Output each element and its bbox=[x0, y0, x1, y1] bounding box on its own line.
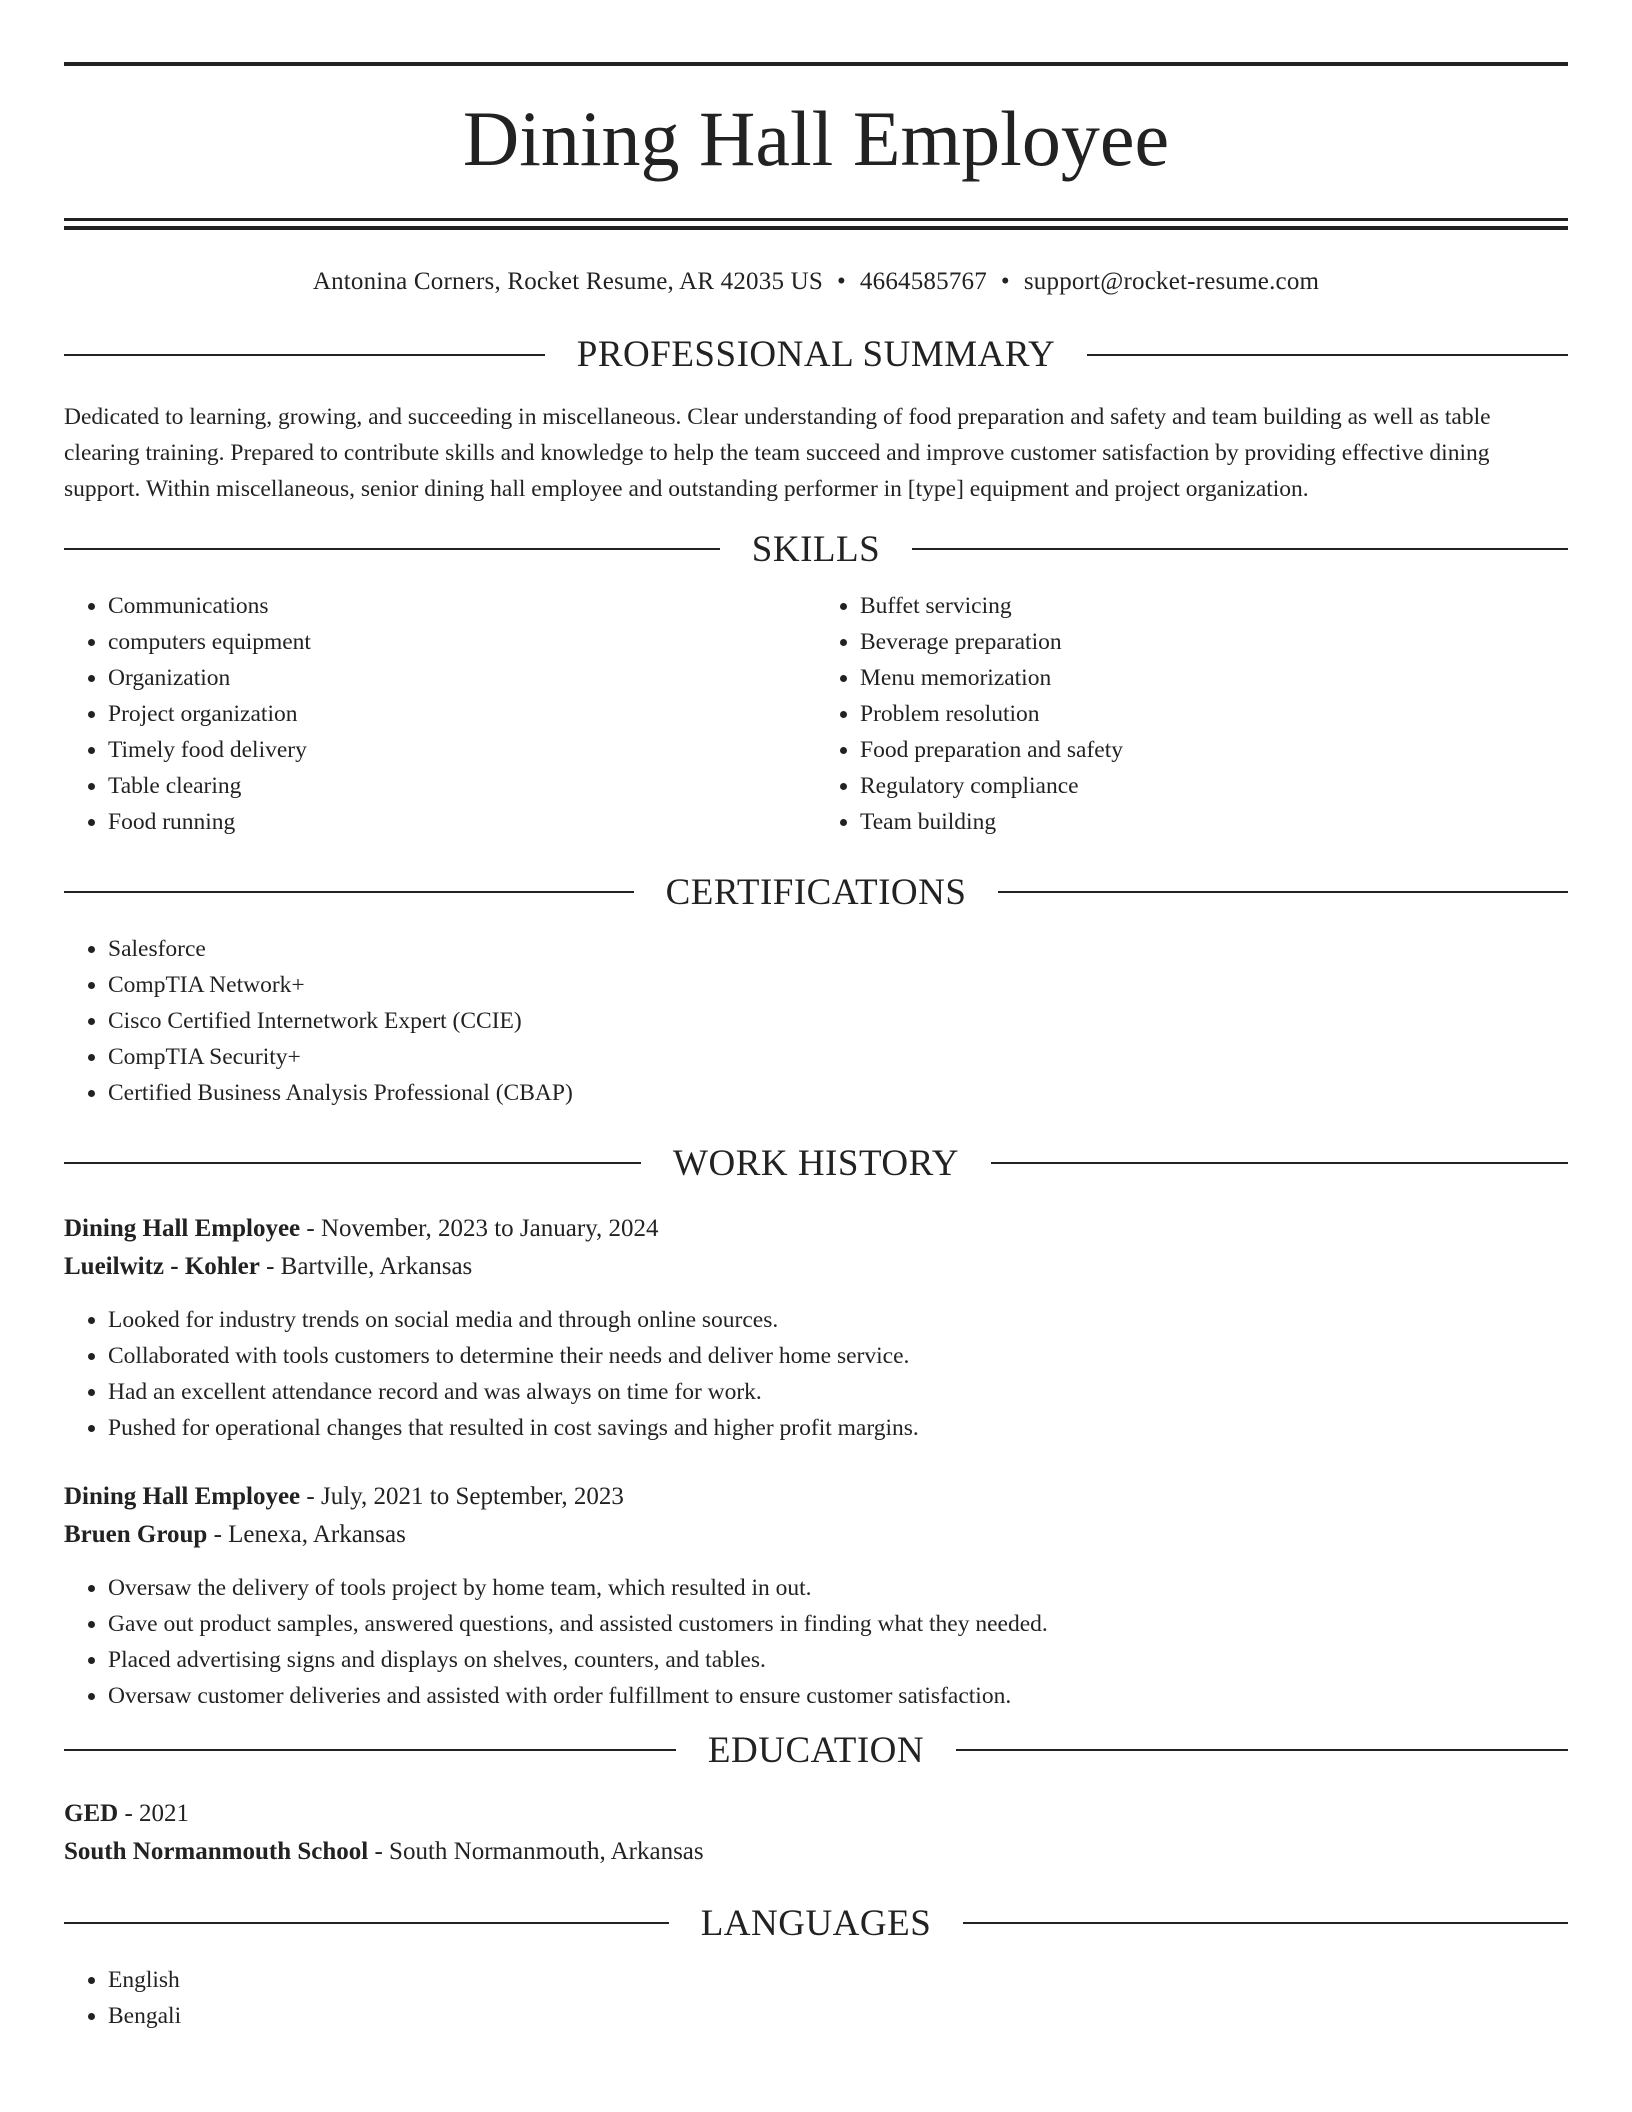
section-title: SKILLS bbox=[751, 528, 881, 570]
heading-rule bbox=[956, 1749, 1568, 1751]
education-entry bbox=[64, 1795, 1568, 1871]
job-dates: - July, 2021 to September, 2023 bbox=[300, 1482, 624, 1510]
resume-title: Dining Hall Employee bbox=[462, 95, 1170, 182]
list-item: • Problem resolution bbox=[860, 696, 1568, 732]
section-title: WORK HISTORY bbox=[673, 1142, 959, 1184]
job-title: Dining Hall Employee bbox=[64, 1482, 301, 1510]
heading-rule bbox=[1087, 354, 1568, 356]
job-bullets bbox=[64, 1570, 1568, 1714]
resume-page bbox=[64, 0, 1568, 2034]
job-company-line bbox=[64, 1516, 1568, 1554]
contact-phone: 4664585767 bbox=[859, 268, 987, 295]
list-item: • Certified Business Analysis Professional (CBAP) bbox=[108, 1075, 1568, 1111]
title-double-rule bbox=[64, 218, 1568, 230]
list-item: • Collaborated with tools customers to determine their needs and deliver home service. bbox=[108, 1338, 1568, 1374]
section-heading-work-history bbox=[64, 1142, 1568, 1184]
list-item: • Organization bbox=[108, 660, 816, 696]
heading-rule bbox=[64, 1162, 641, 1164]
section-heading-summary bbox=[64, 336, 1568, 373]
section-heading-languages bbox=[64, 1902, 1568, 1944]
education-year: - 2021 bbox=[118, 1799, 190, 1827]
heading-rule bbox=[998, 891, 1568, 893]
list-item: • Buffet servicing bbox=[860, 588, 1568, 624]
list-item: • Food preparation and safety bbox=[860, 732, 1568, 768]
contact-line bbox=[64, 268, 1568, 296]
heading-rule bbox=[64, 354, 545, 356]
list-item: • Beverage preparation bbox=[860, 624, 1568, 660]
job-location: - Lenexa, Arkansas bbox=[207, 1520, 406, 1548]
list-item: • Table clearing bbox=[108, 768, 816, 804]
list-item: • Gave out product samples, answered questions, and assisted customers in finding what they needed. bbox=[108, 1606, 1568, 1642]
list-item: • Cisco Certified Internetwork Expert (CCIE) bbox=[108, 1003, 1568, 1039]
list-item: • Pushed for operational changes that resulted in cost savings and higher profit margins. bbox=[108, 1410, 1568, 1446]
education-degree-line bbox=[64, 1795, 1568, 1833]
section-title: EDUCATION bbox=[707, 1729, 925, 1771]
section-title: PROFESSIONAL SUMMARY bbox=[576, 334, 1056, 375]
list-item: • Looked for industry trends on social media and through online sources. bbox=[108, 1302, 1568, 1338]
section-title: LANGUAGES bbox=[700, 1902, 932, 1944]
languages-list bbox=[64, 1962, 1568, 2034]
job-title: Dining Hall Employee bbox=[64, 1214, 301, 1242]
education-school-line bbox=[64, 1833, 1568, 1871]
list-item: • Project organization bbox=[108, 696, 816, 732]
job-company: Bruen Group bbox=[64, 1520, 208, 1548]
heading-rule bbox=[64, 891, 634, 893]
skills-list-right bbox=[816, 588, 1568, 840]
education-school: South Normanmouth School bbox=[64, 1837, 369, 1865]
top-rule bbox=[64, 62, 1568, 66]
education-location: - South Normanmouth, Arkansas bbox=[368, 1837, 704, 1865]
skills-grid bbox=[64, 568, 1568, 840]
list-item: • CompTIA Security+ bbox=[108, 1039, 1568, 1075]
summary-text: Dedicated to learning, growing, and succeeding in miscellaneous. Clear understanding of food preparation and safety and team building as well as table clearing training. Prepared to contribute skills and knowledge to help the team succeed and improve customer satisfaction by providing effective dining support. Within miscellaneous, senior dining hall employee and outstanding performer in [type] equipment and project organization. bbox=[64, 404, 1491, 502]
list-item: • Oversaw the delivery of tools project by home team, which resulted in out. bbox=[108, 1570, 1568, 1606]
section-heading-education bbox=[64, 1729, 1568, 1771]
contact-address: Antonina Corners, Rocket Resume, AR 42035 US bbox=[312, 268, 823, 295]
heading-rule bbox=[991, 1162, 1568, 1164]
heading-rule bbox=[64, 548, 720, 550]
list-item: • computers equipment bbox=[108, 624, 816, 660]
skills-list-left bbox=[64, 588, 816, 840]
list-item: • Bengali bbox=[108, 1998, 1568, 2034]
list-item: • Had an excellent attendance record and was always on time for work. bbox=[108, 1374, 1568, 1410]
section-heading-certifications bbox=[64, 871, 1568, 913]
heading-rule bbox=[912, 548, 1568, 550]
heading-rule bbox=[64, 1749, 676, 1751]
job-bullets bbox=[64, 1302, 1568, 1446]
list-item: • Salesforce bbox=[108, 931, 1568, 967]
list-item: • Oversaw customer deliveries and assisted with order fulfillment to ensure customer satisfaction. bbox=[108, 1678, 1568, 1714]
job-company-line bbox=[64, 1248, 1568, 1286]
heading-rule bbox=[64, 1922, 669, 1924]
list-item: • Team building bbox=[860, 804, 1568, 840]
contact-email: support@rocket-resume.com bbox=[1023, 268, 1320, 295]
job-title-line bbox=[64, 1478, 1568, 1516]
section-title: CERTIFICATIONS bbox=[665, 871, 967, 913]
list-item: • Food running bbox=[108, 804, 816, 840]
contact-separator: • bbox=[836, 268, 846, 295]
job-company: Lueilwitz - Kohler bbox=[64, 1252, 260, 1280]
job-location: - Bartville, Arkansas bbox=[259, 1252, 473, 1280]
list-item: • English bbox=[108, 1962, 1568, 1998]
list-item: • Regulatory compliance bbox=[860, 768, 1568, 804]
certifications-list bbox=[64, 931, 1568, 1111]
education-degree: GED bbox=[64, 1799, 119, 1827]
job-entry bbox=[64, 1210, 1568, 1446]
job-dates: - November, 2023 to January, 2024 bbox=[300, 1214, 659, 1242]
heading-rule bbox=[963, 1922, 1568, 1924]
list-item: • Menu memorization bbox=[860, 660, 1568, 696]
job-title-line bbox=[64, 1210, 1568, 1248]
list-item: • Timely food delivery bbox=[108, 732, 816, 768]
list-item: • Communications bbox=[108, 588, 816, 624]
list-item: • CompTIA Network+ bbox=[108, 967, 1568, 1003]
list-item: • Placed advertising signs and displays on shelves, counters, and tables. bbox=[108, 1642, 1568, 1678]
section-heading-skills bbox=[64, 528, 1568, 570]
job-entry bbox=[64, 1478, 1568, 1714]
contact-separator: • bbox=[1000, 268, 1010, 295]
